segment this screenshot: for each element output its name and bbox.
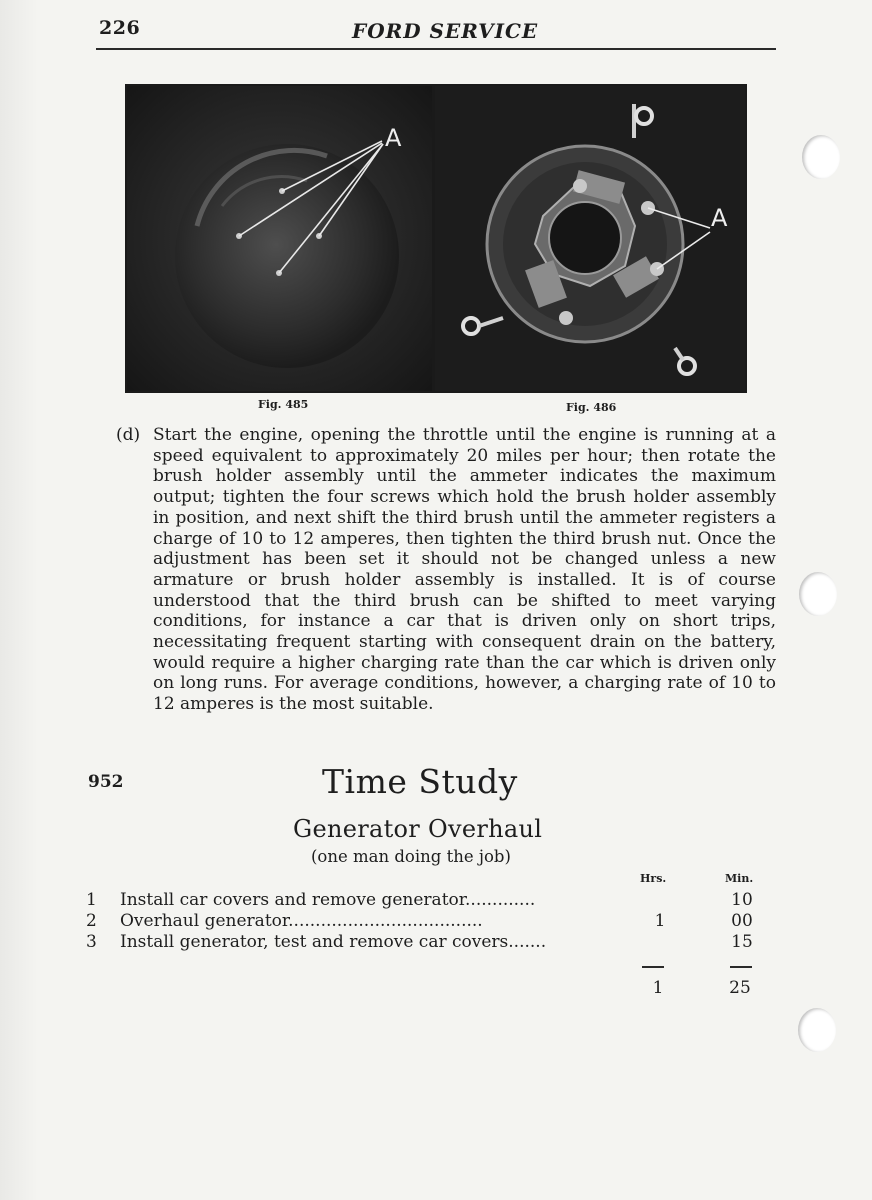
header-rule [96, 48, 776, 50]
figure-486-label: A [711, 204, 728, 232]
total-hours: 1 [652, 978, 664, 998]
sum-rule-min [730, 966, 752, 968]
sum-rule-hrs [642, 966, 664, 968]
row-description: Install car covers and remove generator............. [120, 890, 536, 910]
time-study-subtitle: Generator Overhaul [293, 815, 543, 843]
figure-486-caption: Fig. 486 [566, 401, 617, 414]
table-row [86, 911, 786, 933]
time-study-title: Time Study [322, 762, 518, 801]
figure-485-label: A [385, 124, 402, 152]
row-minutes: 00 [731, 911, 753, 931]
column-header-min: Min. [725, 872, 754, 885]
table-row [86, 932, 786, 954]
row-description: Install generator, test and remove car covers....... [120, 932, 547, 952]
instruction-paragraph [116, 425, 776, 715]
column-header-hrs: Hrs. [640, 872, 667, 885]
running-header: FORD SERVICE [352, 19, 539, 43]
row-number: 3 [86, 932, 97, 952]
row-description: Overhaul generator.................................... [120, 911, 483, 931]
section-number: 952 [88, 772, 124, 792]
punch-hole-icon [798, 1008, 836, 1052]
brush-holder-photo-icon [435, 86, 745, 391]
total-minutes: 25 [729, 978, 751, 998]
row-number: 1 [86, 890, 97, 910]
figure-486 [433, 84, 747, 393]
row-minutes: 15 [731, 932, 753, 952]
paragraph-text: Start the engine, opening the throttle until the engine is running at a speed equivalent to approximately 20 miles per hour; then rotate the brush holder assembly until the ammeter indicates the maximum output; tighten the four screws which hold the brush holder assembly in position, and next shift the third brush until the ammeter registers a charge of 10 to 12 amperes, then tighten the third brush nut. Once the adjustment has been set it should not be changed unless a new armature or brush holder assembly is installed. It is of course understood that the third brush can be shifted to meet varying conditions, for instance a car that is driven only on short trips, necessitating frequent starting with consequent drain on the battery, would require a higher charging rate than the car which is driven only on long runs. For average conditions, however, a charging rate of 10 to 12 amperes is the most suitable. [153, 425, 776, 715]
figure-485 [125, 84, 434, 393]
page-number: 226 [99, 17, 141, 39]
figure-485-caption: Fig. 485 [258, 398, 309, 411]
row-number: 2 [86, 911, 97, 931]
table-row [86, 890, 786, 912]
punch-hole-icon [802, 135, 840, 179]
time-study-note: (one man doing the job) [311, 847, 511, 866]
row-hours: 1 [654, 911, 666, 931]
page-edge-shadow [0, 0, 38, 1200]
paragraph-marker: (d) [116, 425, 141, 445]
row-minutes: 10 [731, 890, 753, 910]
punch-hole-icon [799, 572, 837, 616]
